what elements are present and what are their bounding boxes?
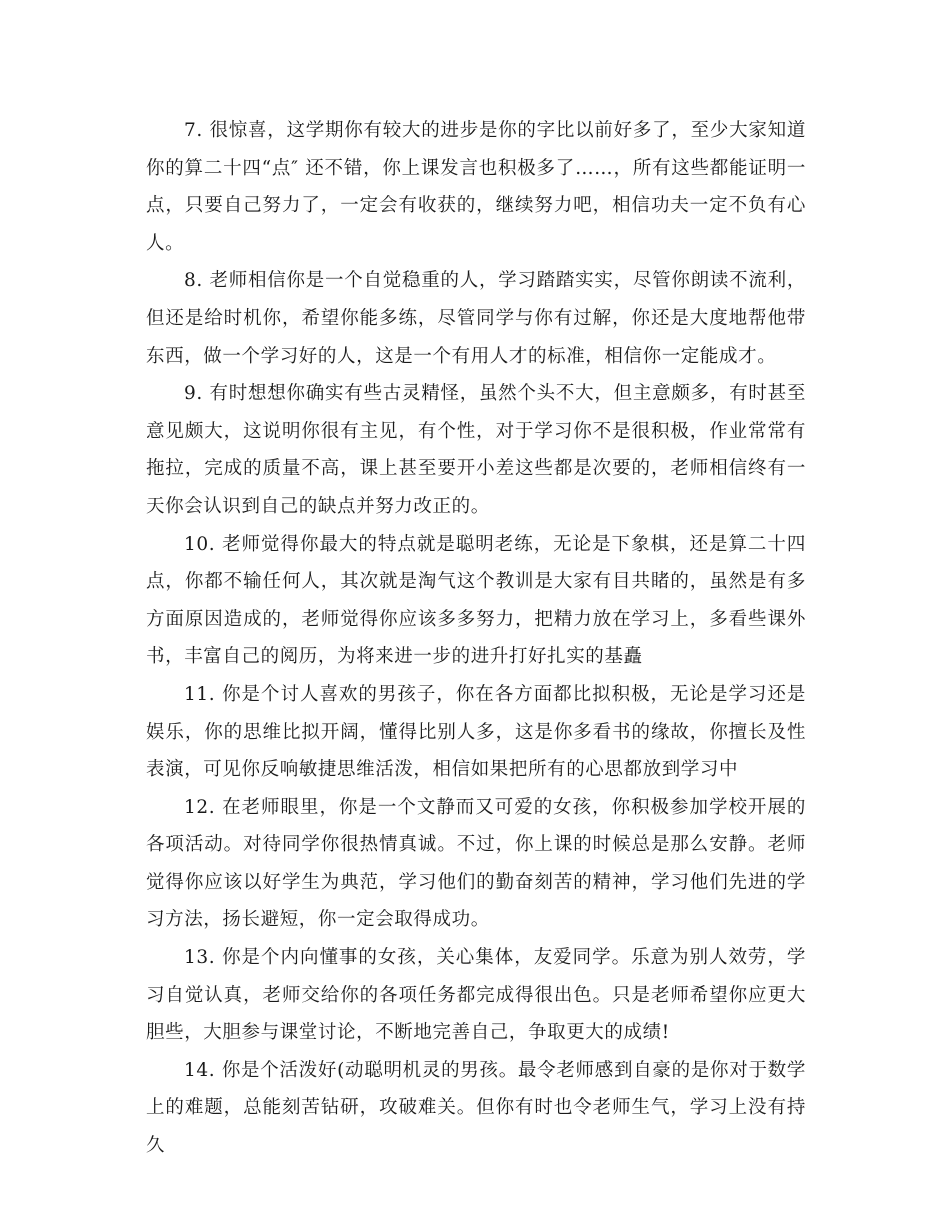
comment-paragraph-7: 7. 很惊喜，这学期你有较大的进步是你的字比以前好多了，至少大家知道你的算二十四“点″ 还不错，你上课发言也积极多了……，所有这些都能证明一点，只要自己努力了，一定会有收获的，继续努力吧，相信功夫一定不负有心人。 xyxy=(146,120,806,254)
comment-paragraph-11: 11. 你是个讨人喜欢的男孩子，你在各方面都比拟积极，无论是学习还是娱乐，你的思维比拟开阔，懂得比别人多，这是你多看书的缘故，你擅长及性表演，可见你反响敏捷思维活泼，相信如果把所有的心思都放到学习中 xyxy=(146,683,806,781)
comment-paragraph-9: 9. 有时想想你确实有些古灵精怪，虽然个头不大，但主意颇多，有时甚至意见颇大，这说明你很有主见，有个性，对于学习你不是很积极，作业常常有拖拉，完成的质量不高，课上甚至要开小差这些都是次要的，老师相信终有一天你会认识到自己的缺点并努力改正的。 xyxy=(146,383,806,517)
comment-paragraph-14: 14. 你是个活泼好(动聪明机灵的男孩。最令老师感到自豪的是你对于数学上的难题，总能刻苦钻研，攻破难关。但你有时也令老师生气，学习上没有持久 xyxy=(146,1059,806,1157)
document-body xyxy=(146,112,806,1165)
comment-paragraph-8: 8. 老师相信你是一个自觉稳重的人，学习踏踏实实，尽管你朗读不流利，但还是给时机你，希望你能多练，尽管同学与你有过解，你还是大度地帮他带东西，做一个学习好的人，这是一个有用人才的标准，相信你一定能成才。 xyxy=(146,270,806,367)
comment-paragraph-10: 10. 老师觉得你最大的特点就是聪明老练，无论是下象棋，还是算二十四点，你都不输任何人，其次就是淘气这个教训是大家有目共睹的，虽然是有多方面原因造成的，老师觉得你应该多多努力，把精力放在学习上，多看些课外书，丰富自己的阅历，为将来进一步的进升打好扎实的基矗 xyxy=(146,533,806,668)
comment-paragraph-12: 12. 在老师眼里，你是一个文静而又可爱的女孩，你积极参加学校开展的各项活动。对待同学你很热情真诚。不过，你上课的时候总是那么安静。老师觉得你应该以好学生为典范，学习他们的勤奋刻苦的精神，学习他们先进的学习方法，扬长避短，你一定会取得成功。 xyxy=(146,796,806,931)
comment-paragraph-13: 13. 你是个内向懂事的女孩，关心集体，友爱同学。乐意为别人效劳，学习自觉认真，老师交给你的各项任务都完成得很出色。只是老师希望你应更大胆些，大胆参与课堂讨论，不断地完善自己，争取更大的成绩! xyxy=(146,947,806,1044)
